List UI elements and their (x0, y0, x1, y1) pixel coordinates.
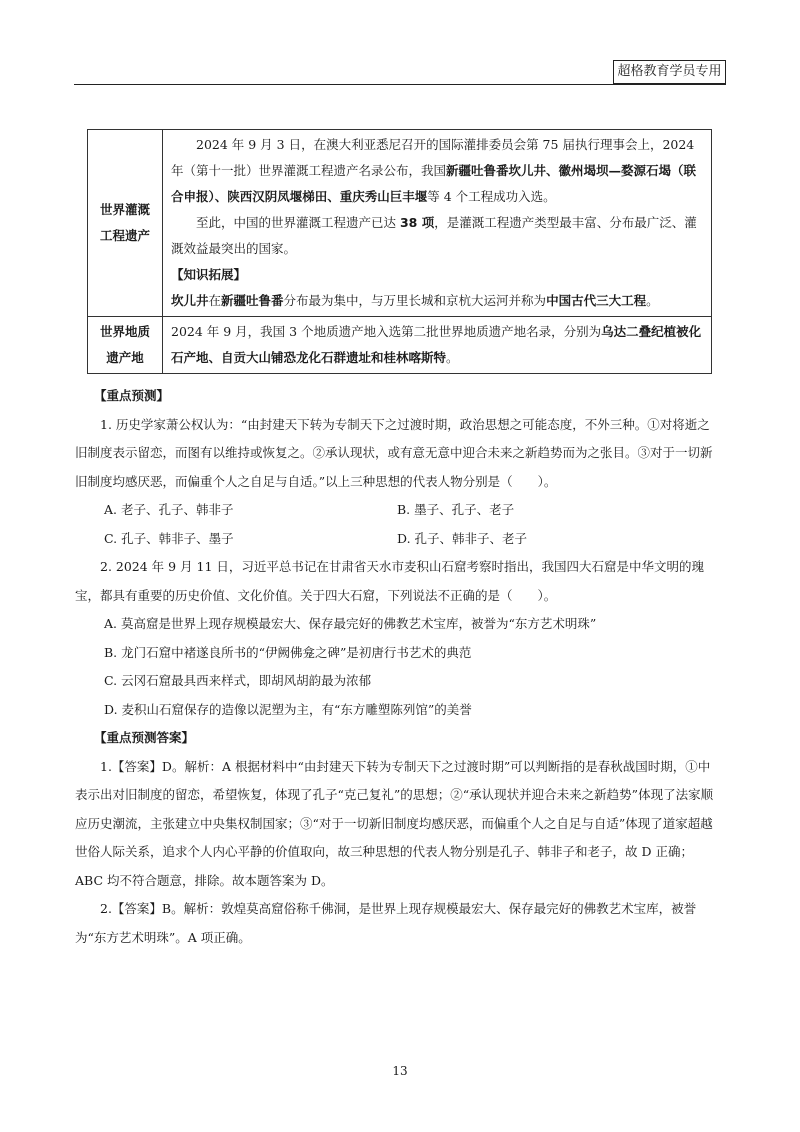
question-1-stem: 1. 历史学家萧公权认为：“由封建天下转为专制天下之过渡时期，政治思想之可能态度，不外三种。①对将逝之旧制度表示留恋，而图有以维持或恢复之。②承认现状，或有意无意中迎合未来之新趋势而为之张目。③对于一切新旧制度均感厌恶，而偏重个人之自足与自适。”以上三种思想的代表人物分别是（ ）。 (75, 416, 713, 489)
main-content (75, 382, 720, 952)
answer-1: 1.【答案】D。解析：A 根据材料中“由封建天下转为专制天下之过渡时期”可以判断指的是春秋战国时期，①中表示出对旧制度的留恋，希望恢复，体现了孔子“克己复礼”的思想；②“承认现状并迎合未来之新趋势”体现了法家顺应历史潮流，主张建立中央集权制国家；③“对于一切新旧制度均感厌恶，而偏重个人之自足与自适”体现了道家超越世俗人际关系，追求个人内心平静的价值取向，故三种思想的代表人物分别是孔子、韩非子和老子，故 D 正确；ABC 均不符合题意，排除。故本题答案为 D。 (75, 758, 714, 888)
bold-text: 坎儿井 (171, 293, 209, 308)
paragraph (171, 319, 705, 371)
bold-text: 中国古代三大工程 (546, 293, 647, 308)
row-label-line: 遗产地 (106, 350, 144, 365)
text: 。 (646, 293, 659, 308)
option-d: D. 孔子、韩非子、老子 (397, 530, 528, 546)
answer-2: 2.【答案】B。解析：敦煌莫高窟俗称千佛洞，是世界上现存规模最宏大、保存最完好的佛教艺术宝库，被誉为“东方艺术明珠”。A 项正确。 (75, 901, 697, 945)
text: 等 4 个工程成功入选。 (427, 189, 556, 204)
option-b: B. 龙门石窟中褚遂良所书的“伊阙佛龛之碑”是初唐行书艺术的典范 (104, 644, 472, 660)
info-table (87, 129, 712, 374)
table-row (88, 317, 712, 374)
row-label-geology (88, 317, 163, 374)
bold-text: 新疆吐鲁番坎儿井、徽州堨坝—婺源石堨（联合申报）、陕西汉阴凤堰梯田、重庆秀山巨丰堰 (171, 163, 697, 204)
paragraph (171, 132, 705, 210)
option-c: C. 云冈石窟最具西来样式，即胡风胡韵最为浓郁 (104, 673, 372, 688)
bold-text: 乌达二叠纪植被化石产地、自贡大山铺恐龙化石群遗址和桂林喀斯特 (171, 324, 702, 365)
paragraph (171, 288, 705, 314)
text: 2024 年 9 月，我国 3 个地质遗产地入选第二批世界地质遗产地名录，分别为 (171, 324, 602, 339)
row-label-irrigation (88, 130, 163, 317)
options-row (104, 525, 720, 554)
row-label-line: 工程遗产 (99, 228, 150, 243)
options-row (104, 496, 720, 525)
text: ，是灌溉工程遗产类型最丰富、分布最广泛、灌溉效益最突出的国家。 (171, 215, 697, 256)
option-a: A. 老子、孔子、韩非子 (104, 502, 234, 517)
option-d: D. 麦积山石窟保存的造像以泥塑为主，有“东方雕塑陈列馆”的美誉 (104, 701, 472, 717)
row-content-geology (163, 317, 712, 374)
section-heading: 【重点预测答案】 (94, 730, 195, 745)
text: 至此，中国的世界灌溉工程遗产已达 (196, 215, 400, 230)
row-label-line: 世界灌溉 (99, 202, 150, 217)
table-row (88, 130, 712, 317)
text: 分布最为集中，与万里长城和京杭大运河并称为 (283, 293, 547, 308)
option-a: A. 莫高窟是世界上现存规模最宏大、保存最完好的佛教艺术宝库，被誉为“东方艺术明珠” (104, 616, 597, 631)
option-b: B. 墨子、孔子、老子 (397, 502, 515, 517)
question-2-stem: 2. 2024 年 9 月 11 日，习近平总书记在甘肃省天水市麦积山石窟考察时指出，我国四大石窟是中华文明的瑰宝，都具有重要的历史价值、文化价值。关于四大石窟，下列说法不正确的是（ ）。 (75, 559, 704, 603)
paragraph (171, 210, 705, 262)
section-heading: 【重点预测】 (94, 388, 170, 403)
text: 2024 年 9 月 3 日，在澳大利亚悉尼召开的国际灌排委员会第 75 届执行理事会上，2024 年（第十一批）世界灌溉工程遗产名录公布，我国 (171, 137, 695, 178)
header-rule (74, 84, 726, 85)
header-tag: 超格教育学员专用 (613, 60, 726, 84)
text: 在 (208, 293, 222, 308)
option-c: C. 孔子、韩非子、墨子 (104, 530, 234, 546)
row-label-line: 世界地质 (99, 324, 150, 339)
page-number: 13 (392, 1064, 408, 1078)
row-content-irrigation (163, 130, 712, 317)
bold-text: 38 项 (399, 215, 435, 230)
text: 。 (446, 350, 459, 365)
bold-text: 新疆吐鲁番 (221, 293, 284, 308)
extension-title: 【知识拓展】 (171, 267, 247, 282)
